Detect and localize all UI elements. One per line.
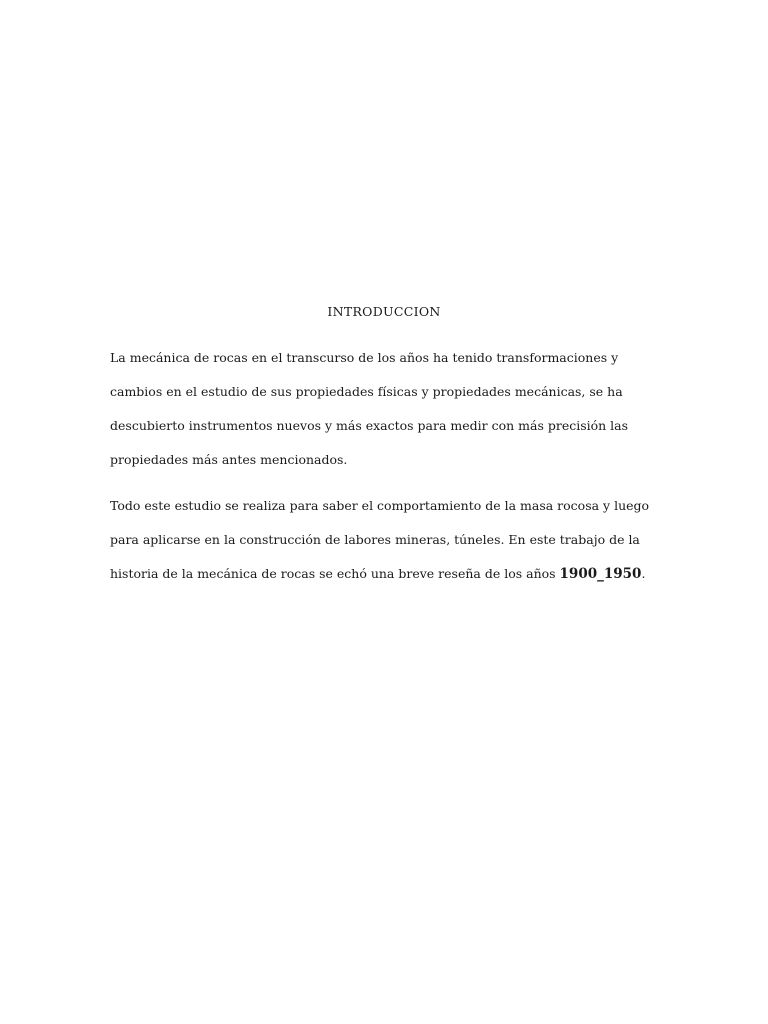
paragraph-1-line-1: La mecánica de rocas en el transcurso de los años ha tenido transformaciones y bbox=[110, 350, 619, 365]
paragraph-1 bbox=[110, 349, 650, 485]
paragraph-1-line-2: cambios en el estudio de sus propiedades físicas y propiedades mecánicas, se ha bbox=[110, 384, 623, 399]
paragraph-2-line-2: para aplicarse en la construcción de labores mineras, túneles. En este trabajo de la bbox=[110, 532, 640, 547]
paragraph-1-line-4: propiedades más antes mencionados. bbox=[110, 452, 348, 467]
paragraph-2-line-3-text: historia de la mecánica de rocas se echó una breve reseña de los años bbox=[110, 566, 560, 581]
paragraph-2-line-3-end: . bbox=[641, 566, 646, 581]
years-range: 1900_1950 bbox=[559, 566, 642, 582]
paragraph-2 bbox=[110, 497, 650, 599]
page-title: INTRODUCCION bbox=[327, 304, 441, 319]
paragraph-2-line-1: Todo este estudio se realiza para saber el comportamiento de la masa rocosa y luego bbox=[110, 498, 650, 513]
paragraph-2-line-3 bbox=[110, 565, 650, 599]
paragraph-1-line-3: descubierto instrumentos nuevos y más exactos para medir con más precisión las bbox=[110, 418, 629, 433]
